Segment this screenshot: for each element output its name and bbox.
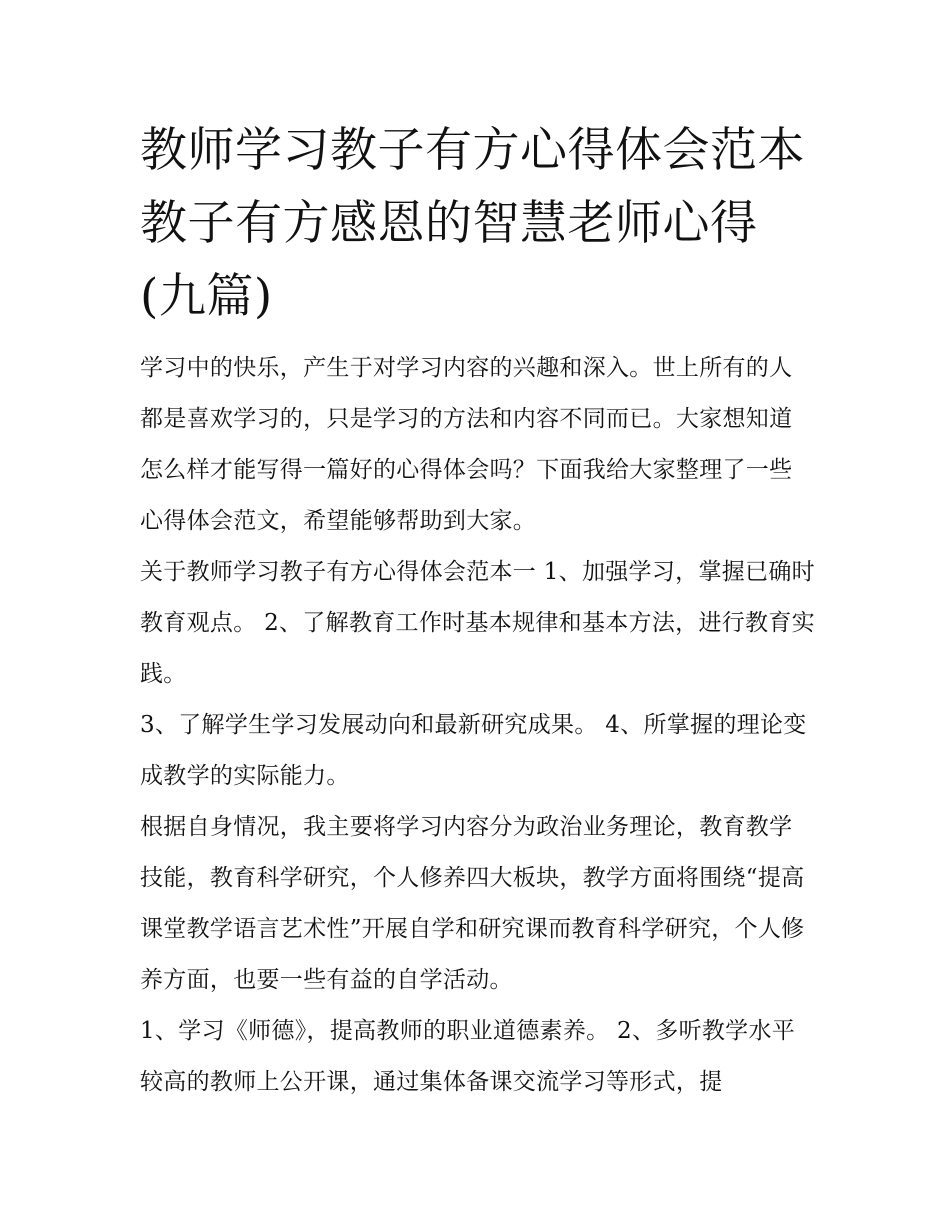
paragraph-section-one: 关于教师学习教子有方心得体会范本一 1、加强学习，掌握已确时教育观点。 2、了解教育工作时基本规律和基本方法，进行教育实践。	[140, 559, 815, 687]
paragraph-intro: 学习中的快乐，产生于对学习内容的兴趣和深入。世上所有的人都是喜欢学习的，只是学习的方法和内容不同而已。大家想知道怎么样才能写得一篇好的心得体会吗？下面我给大家整理了一些心得体会范文，希望能够帮助到大家。	[140, 355, 793, 534]
paragraph-measures: 1、学习《师德》，提高教师的职业道德素养。 2、多听教学水平较高的教师上公开课，通过集体备课交流学习等形式，提	[140, 1018, 796, 1095]
document-title: 教师学习教子有方心得体会范本 教子有方感恩的智慧老师心得(九篇)	[140, 123, 805, 324]
paragraph-points-3-4: 3、了解学生学习发展动向和最新研究成果。 4、所掌握的理论变成教学的实际能力。	[140, 712, 807, 789]
document-body	[140, 114, 815, 1108]
paragraph-study-plan: 根据自身情况，我主要将学习内容分为政治业务理论，教育教学技能，教育科学研究，个人修养四大板块，教学方面将围绕“提高课堂教学语言艺术性”开展自学和研究课而教育科学研究，个人修养方面，也要一些有益的自学活动。	[140, 814, 805, 993]
